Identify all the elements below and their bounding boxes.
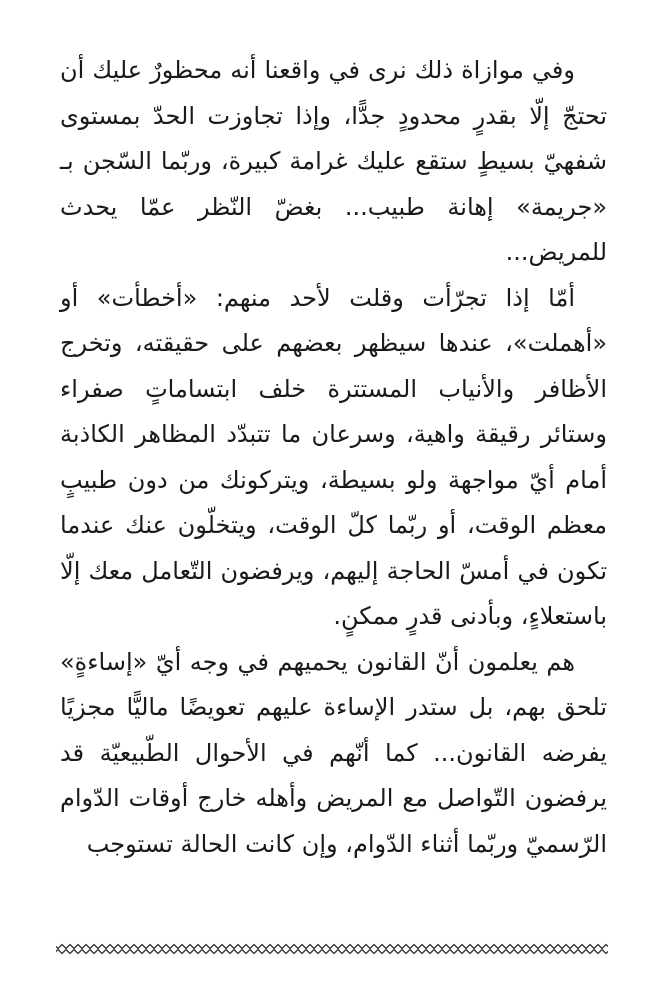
body-text (60, 48, 607, 867)
paragraph-2: أمّا إذا تجرّأت وقلت لأحد منهم: «أخطأت» أو «أهملت»، عندها سيظهر بعضهم على حقيقته، وتخرج الأظافر والأنياب المستترة خلف ابتساماتٍ صفراء وستائر رقيقة واهية، وسرعان ما تتبدّد المظاهر الكاذبة أمام أيّ مواجهة ولو بسيطة، ويتركونك من دون طبيبٍ معظم الوقت، أو ربّما كلّ الوقت، ويتخلّون عنك عندما تكون في أمسّ الحاجة إليهم، ويرفضون التّعامل معك إلّا باستعلاءٍ، وبأدنى قدرٍ ممكنٍ. (60, 283, 607, 630)
paragraph-3: هم يعلمون أنّ القانون يحميهم في وجه أيّ «إساءةٍ» تلحق بهم، بل ستدر الإساءة عليهم تعويضًا ماليًّا مجزيًا يفرضه القانون... كما أنّهم في الأحوال الطّبيعيّة قد يرفضون التّواصل مع المريض وأهله خارج أوقات الدّوام الرّسميّ وربّما أثناء الدّوام، وإن كانت الحالة تستوجب (60, 647, 607, 858)
paragraph-1: وفي موازاة ذلك نرى في واقعنا أنه محظورٌ عليك أن تحتجّ إلّا بقدرٍ محدودٍ جدًّا، وإذا تجاوزت الحدّ بمستوى شفهيّ بسيطٍ ستقع عليك غرامة كبيرة، وربّما السّجن بـ «جريمة» إهانة طبيب... بغضّ النّظر عمّا يحدث للمريض... (60, 56, 607, 266)
wavy-divider-ornament (56, 942, 608, 956)
